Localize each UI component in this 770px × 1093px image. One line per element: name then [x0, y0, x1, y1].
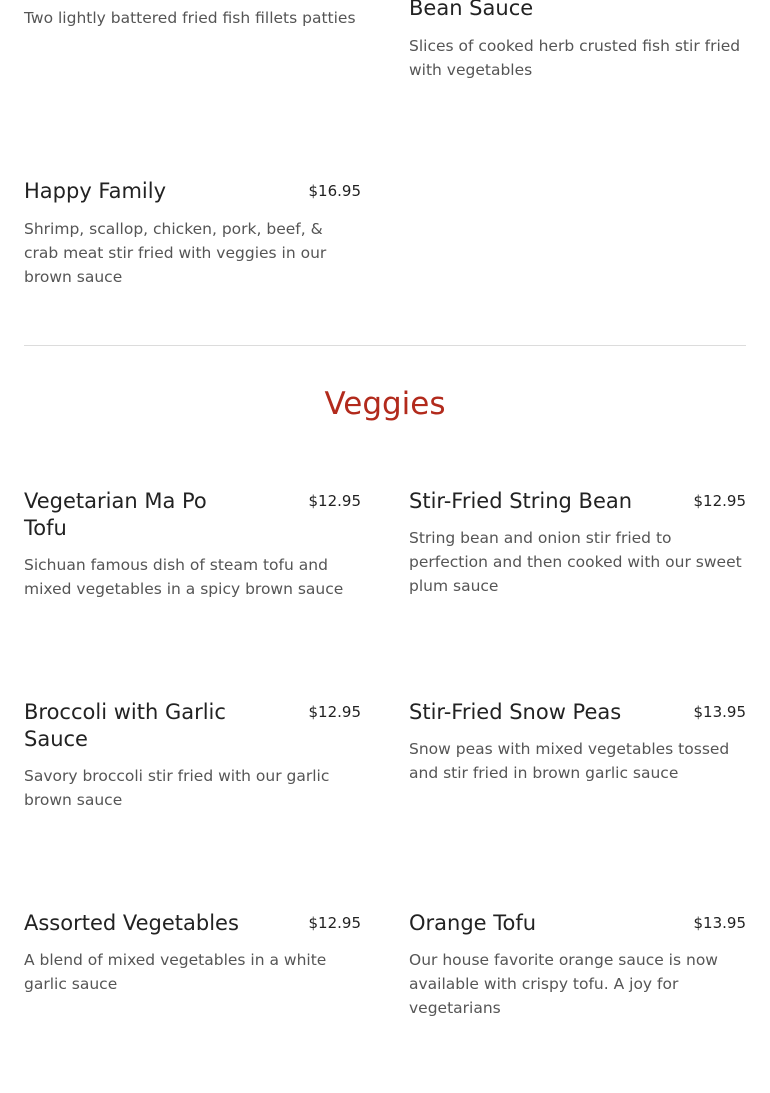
menu-item-name — [409, 488, 639, 515]
menu-item-description: String bean and onion stir fried to perfection and then cooked with our sweet plum sauce — [409, 529, 742, 595]
menu-item-name-text: Vegetarian Ma Po Tofu — [24, 489, 207, 540]
menu-item-description: Two lightly battered fried fish fillets patties — [24, 9, 356, 27]
menu-item-name — [24, 699, 254, 753]
menu-item-price: $12.95 — [308, 914, 361, 932]
menu-item-description: Sichuan famous dish of steam tofu and mixed vegetables in a spicy brown sauce — [24, 556, 344, 598]
menu-item-name-text: Stir-Fried String Bean — [409, 489, 633, 513]
menu-item-price: $16.95 — [308, 182, 361, 200]
menu-item-description: Slices of cooked herb crusted fish stir fried with vegetables — [409, 37, 741, 79]
menu-item-name: Happy Family — [24, 179, 166, 203]
menu-item-description: Savory broccoli stir fried with our garlic brown sauce — [24, 767, 330, 809]
menu-item-name-text: Orange Tofu — [409, 911, 537, 935]
menu-item-name — [24, 488, 254, 542]
menu-item-description: A blend of mixed vegetables in a white garlic sauce — [24, 951, 327, 993]
menu-item-price: $12.95 — [693, 492, 746, 510]
menu-item-description: Our house favorite orange sauce is now available with crispy tofu. A joy for vegetarians — [409, 951, 718, 1017]
menu-item-price: $13.95 — [693, 703, 746, 721]
menu-item-description: Shrimp, scallop, chicken, pork, beef, & crab meat stir fried with veggies in our brown sauce — [24, 220, 327, 286]
menu-item-name-text: Stir-Fried Snow Peas — [409, 700, 622, 724]
menu-item-price: $12.95 — [308, 703, 361, 721]
menu-item-price: $13.95 — [693, 914, 746, 932]
menu-item-description: Snow peas with mixed vegetables tossed and stir fried in brown garlic sauce — [409, 740, 730, 782]
section-divider — [24, 345, 746, 346]
menu-item-name-text: Broccoli with Garlic Sauce — [24, 700, 226, 751]
menu-item-name: Bean Sauce — [409, 0, 534, 20]
menu-item-name — [409, 699, 639, 726]
section-title-veggies: Veggies — [324, 386, 446, 422]
menu-item-price: $12.95 — [308, 492, 361, 510]
menu-item-name — [409, 910, 639, 937]
menu-item-name — [24, 910, 254, 937]
menu-item-name-text: Assorted Vegetables — [24, 911, 239, 935]
